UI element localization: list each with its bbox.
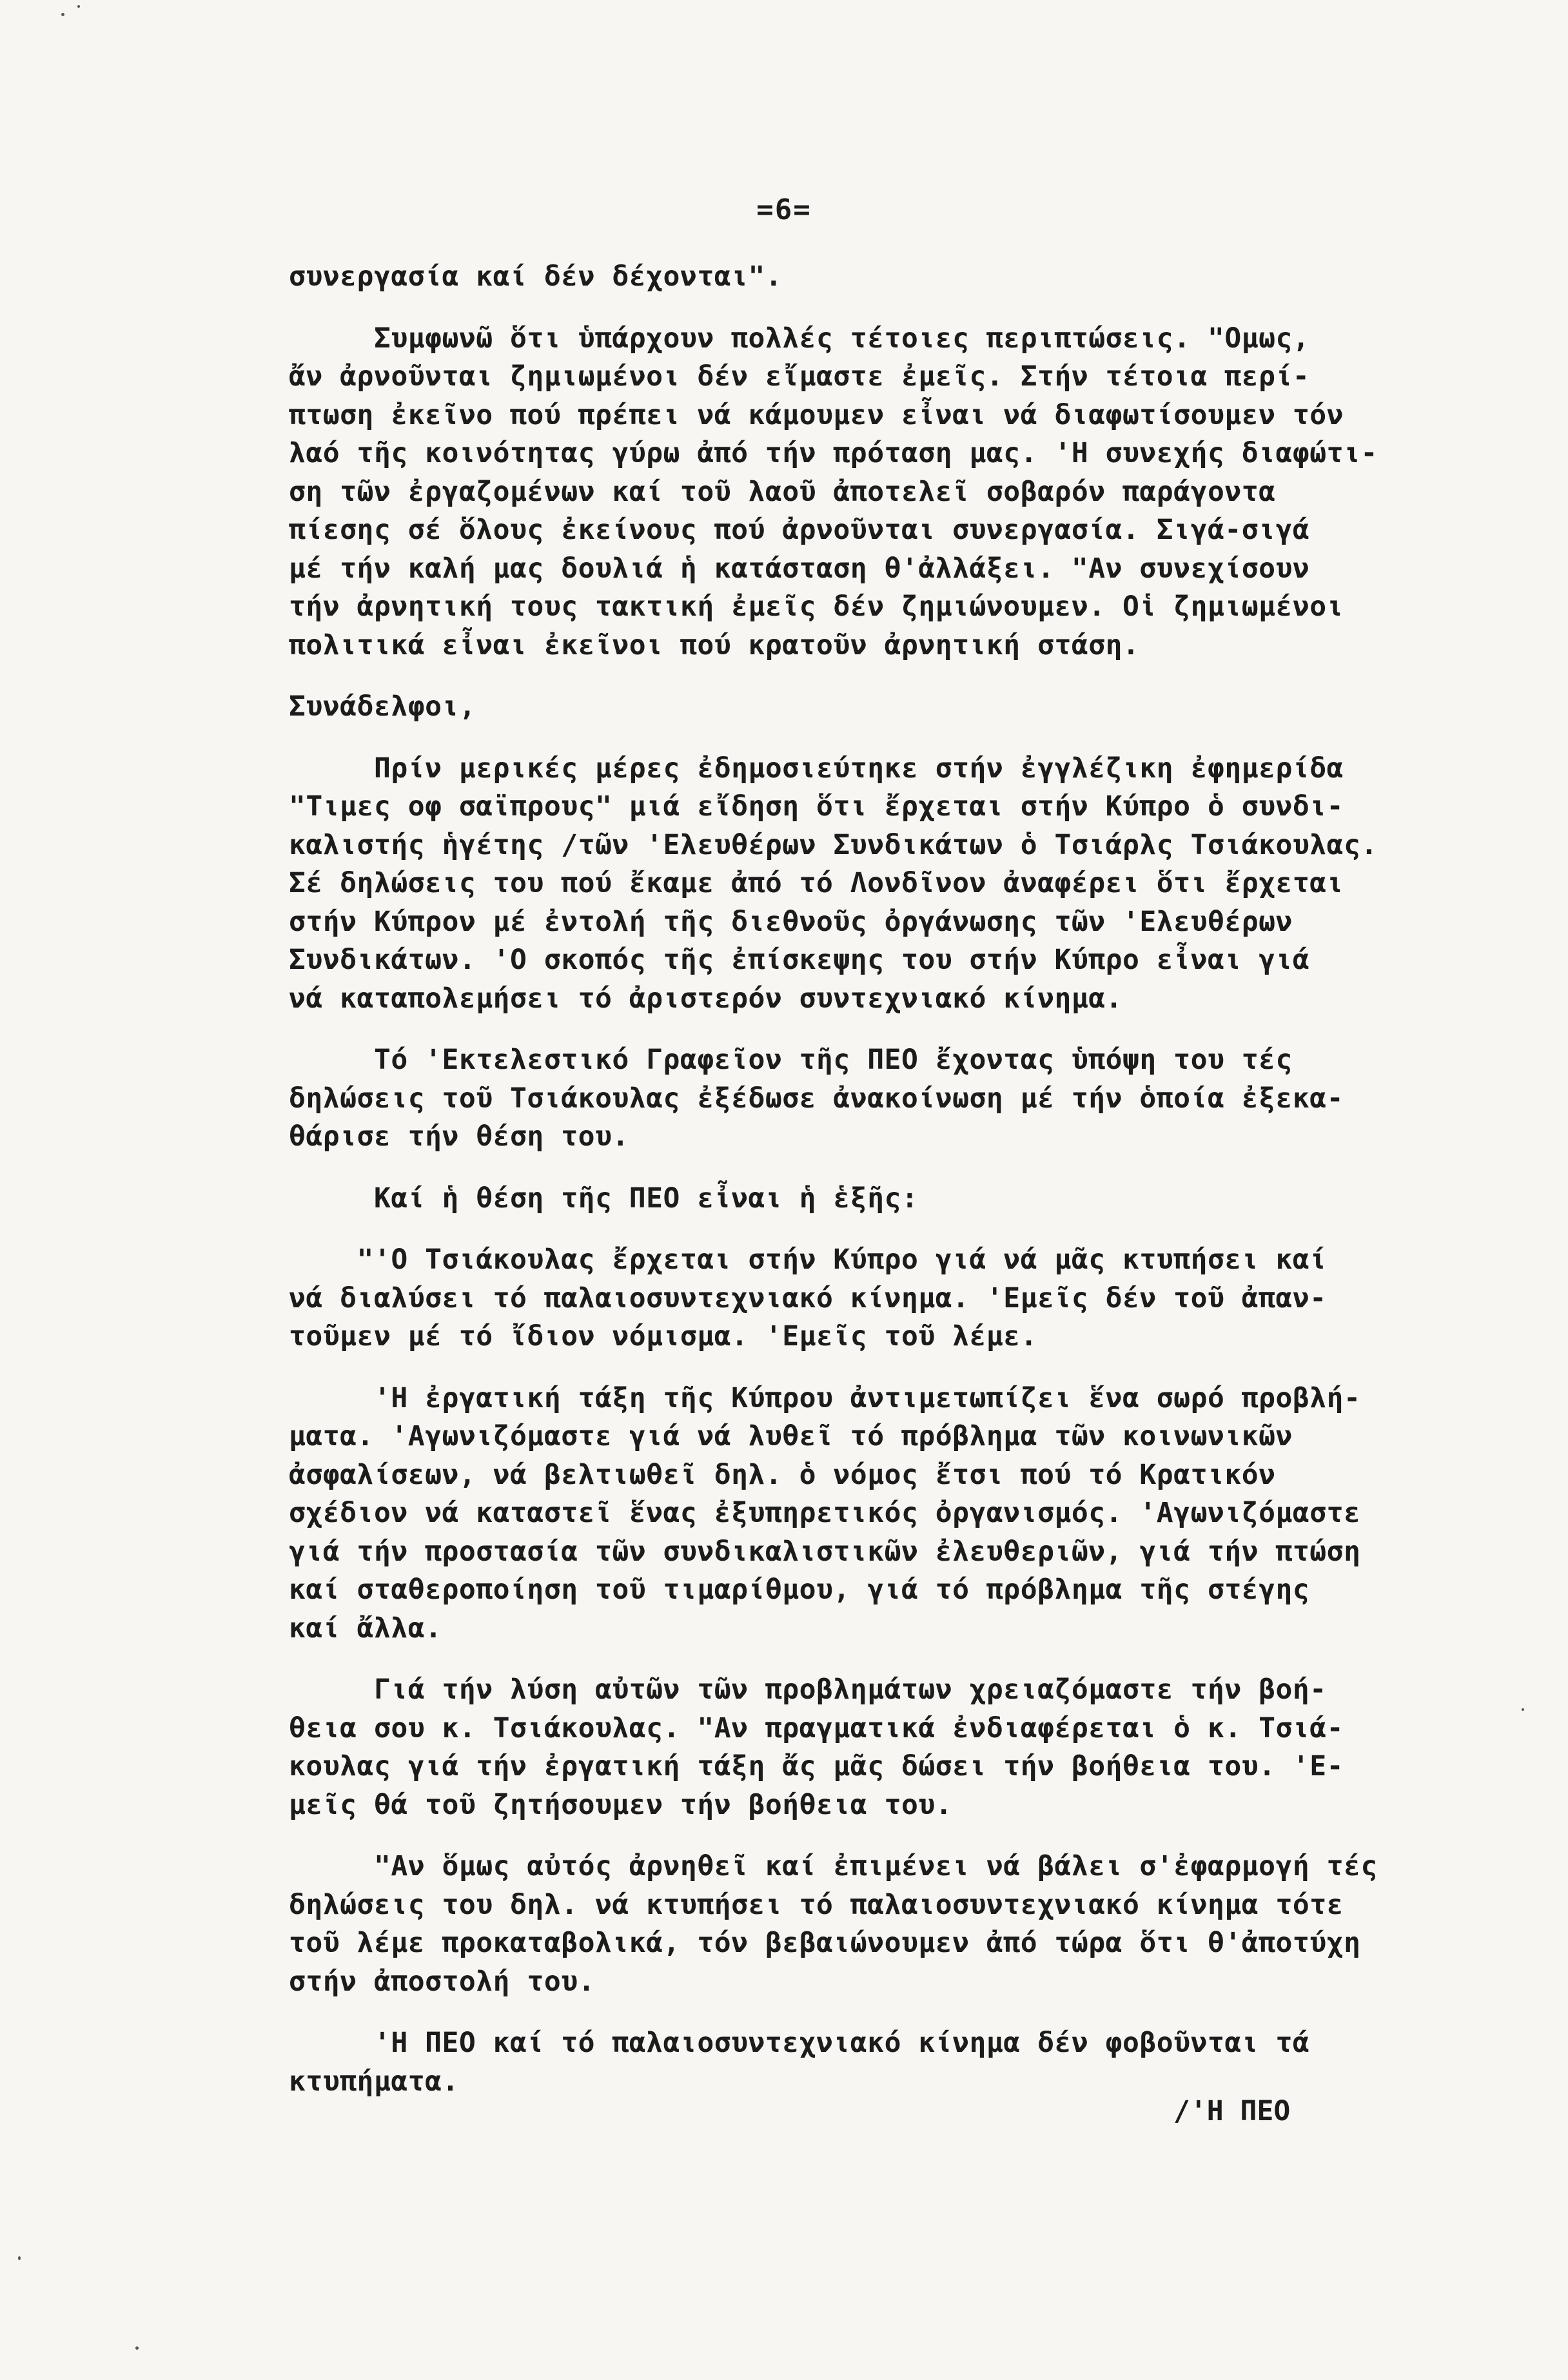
scan-speck [1522, 1708, 1524, 1711]
text-line: ἀσφαλίσεων, νά βελτιωθεῖ δηλ. ὁ νόμος ἔτσι πού τό Κρατικόν [289, 1458, 1276, 1491]
text-line: Καί ἡ θέση τῆς ΠΕΟ εἶναι ἡ ἑξῆς: [289, 1182, 919, 1214]
text-line: Συμφωνῶ ὅτι ὑπάρχουν πολλές τέτοιες περιπτώσεις. "Ομως, [289, 322, 1310, 355]
signature: /'Η ΠΕΟ [1173, 2095, 1291, 2127]
text-line: ματα. 'Αγωνιζόμαστε γιά νά λυθεῖ τό πρόβλημα τῶν κοινωνικῶν [289, 1420, 1293, 1452]
text-line: Συνδικάτων. 'Ο σκοπός τῆς ἐπίσκεψης του στήν Κύπρο εἶναι γιά [289, 944, 1310, 976]
scan-speck [18, 2256, 21, 2260]
text-line: γιά τήν προστασία τῶν συνδικαλιστικῶν ἐλευθεριῶν, γιά τήν πτώση [289, 1535, 1361, 1568]
text-line: πίεσης σέ ὅλους ἐκείνους πού ἀρνοῦνται συνεργασία. Σιγά-σιγά [289, 514, 1310, 546]
text-line: Πρίν μερικές μέρες ἐδημοσιεύτηκε στήν ἐγγλέζικη ἐφημερίδα [289, 752, 1344, 785]
paragraph-gap [289, 1156, 1527, 1180]
text-line: τοῦ λέμε προκαταβολικά, τόν βεβαιώνουμεν ἀπό τώρα ὅτι θ'ἀποτύχη [289, 1927, 1361, 1959]
paragraph [289, 1180, 1527, 1218]
text-line: μέ τήν καλή μας δουλιά ἡ κατάσταση θ'ἀλλάξει. "Αν συνεχίσουν [289, 552, 1310, 585]
paragraph-gap [289, 2001, 1527, 2024]
scan-speck [135, 2346, 139, 2350]
text-line: καλιστής ἡγέτης /τῶν 'Ελευθέρων Συνδικάτων ὁ Τσιάρλς Τσιάκουλας. [289, 828, 1378, 861]
text-line: θάρισε τήν θέση του. [289, 1120, 629, 1153]
text-line: λαό τῆς κοινότητας γύρω ἀπό τήν πρόταση μας. 'Η συνεχής διαφώτι- [289, 437, 1378, 469]
text-line: στήν Κύπρον μέ ἐντολή τῆς διεθνοῦς ὀργάνωσης τῶν 'Ελευθέρων [289, 905, 1293, 938]
text-line: Γιά τήν λύση αὐτῶν τῶν προβλημάτων χρειαζόμαστε τήν βοή- [289, 1673, 1327, 1706]
paragraph-gap [289, 1824, 1527, 1848]
paragraph [289, 750, 1527, 1019]
text-line: Σέ δηλώσεις του πού ἔκαμε ἀπό τό Λονδῖνον ἀναφέρει ὅτι ἔρχεται [289, 867, 1344, 899]
paragraph [289, 1041, 1527, 1156]
text-line: πτωση ἐκεῖνο πού πρέπει νά κάμουμεν εἶναι νά διαφωτίσουμεν τόν [289, 398, 1344, 431]
text-line: θεια σου κ. Τσιάκουλας. "Αν πραγματικά ἐνδιαφέρεται ὁ κ. Τσιά- [289, 1712, 1344, 1744]
text-line: μεῖς θά τοῦ ζητήσουμεν τήν βοήθεια του. [289, 1788, 953, 1821]
text-line: ἄν ἀρνοῦνται ζημιωμένοι δέν εἴμαστε ἐμεῖς. Στήν τέτοια περί- [289, 360, 1310, 393]
text-line: τήν ἀρνητική τους τακτική ἐμεῖς δέν ζημιώνουμεν. Οἱ ζημιωμένοι [289, 590, 1344, 623]
paragraph [289, 1380, 1527, 1648]
paragraph-gap [289, 1648, 1527, 1671]
text-line: καί ἄλλα. [289, 1612, 442, 1644]
paragraph [289, 1671, 1527, 1824]
text-line: νά καταπολεμήσει τό ἀριστερόν συντεχνιακό κίνημα. [289, 982, 1123, 1015]
paragraph-gap [289, 727, 1527, 750]
paragraph-gap [289, 1018, 1527, 1041]
paragraph-gap [289, 1356, 1527, 1380]
text-line: δηλώσεις του δηλ. νά κτυπήσει τό παλαιοσυντεχνιακό κίνημα τότε [289, 1888, 1344, 1921]
text-line: 'Η ἐργατική τάξη τῆς Κύπρου ἀντιμετωπίζει ἕνα σωρό προβλή- [289, 1381, 1361, 1414]
paragraph [289, 688, 1527, 727]
text-line: στήν ἀποστολή του. [289, 1965, 595, 1998]
text-line: σχέδιον νά καταστεῖ ἕνας ἐξυπηρετικός ὀργανισμός. 'Αγωνιζόμαστε [289, 1497, 1361, 1529]
scan-speck [61, 13, 64, 16]
text-line: ση τῶν ἐργαζομένων καί τοῦ λαοῦ ἀποτελεῖ σοβαρόν παράγοντα [289, 475, 1276, 508]
text-line: "Αν ὅμως αὐτός ἀρνηθεῖ καί ἐπιμένει νά βάλει σ'ἐφαρμογή τές [289, 1850, 1378, 1882]
text-line: "Τιμες οφ σαϊπρους" μιά εἴδηση ὅτι ἔρχεται στήν Κύπρο ὁ συνδι- [289, 790, 1344, 823]
paragraph-gap [289, 297, 1527, 320]
paragraph-gap [289, 1218, 1527, 1241]
text-line: τοῦμεν μέ τό ἴδιον νόμισμα. 'Εμεῖς τοῦ λέμε. [289, 1320, 1038, 1352]
text-line: νά διαλύσει τό παλαιοσυντεχνιακό κίνημα. 'Εμεῖς δέν τοῦ ἀπαν- [289, 1282, 1327, 1314]
paragraph [289, 320, 1527, 665]
text-line: δηλώσεις τοῦ Τσιάκουλας ἐξέδωσε ἀνακοίνωση μέ τήν ὁποία ἐξεκα- [289, 1082, 1344, 1115]
text-line: Τό 'Εκτελεστικό Γραφεῖον τῆς ΠΕΟ ἔχοντας ὑπόψη του τές [289, 1044, 1293, 1076]
body-text [289, 258, 1527, 2101]
text-line: συνεργασία καί δέν δέχονται". [289, 260, 783, 293]
text-line: Συνάδελφοι, [289, 690, 476, 723]
text-line: 'Η ΠΕΟ καί τό παλαιοσυντεχνιακό κίνημα δέν φοβοῦνται τά [289, 2027, 1310, 2059]
text-line: κουλας γιά τήν ἐργατική τάξη ἄς μᾶς δώσει τήν βοήθεια του. 'Ε- [289, 1750, 1344, 1782]
text-line: καί σταθεροποίηση τοῦ τιμαρίθμου, γιά τό πρόβλημα τῆς στέγης [289, 1574, 1310, 1606]
paragraph [289, 258, 1527, 297]
text-line: πολιτικά εἶναι ἐκεῖνοι πού κρατοῦν ἀρνητική στάση. [289, 629, 1140, 661]
paragraph [289, 2024, 1527, 2101]
page-number: =6= [756, 193, 812, 226]
text-line: κτυπήματα. [289, 2065, 459, 2098]
scan-speck [77, 5, 80, 8]
paragraph [289, 1848, 1527, 2001]
paragraph [289, 1241, 1527, 1356]
text-line: "'Ο Τσιάκουλας ἔρχεται στήν Κύπρο γιά νά μᾶς κτυπήσει καί [289, 1244, 1327, 1276]
paragraph-gap [289, 665, 1527, 688]
